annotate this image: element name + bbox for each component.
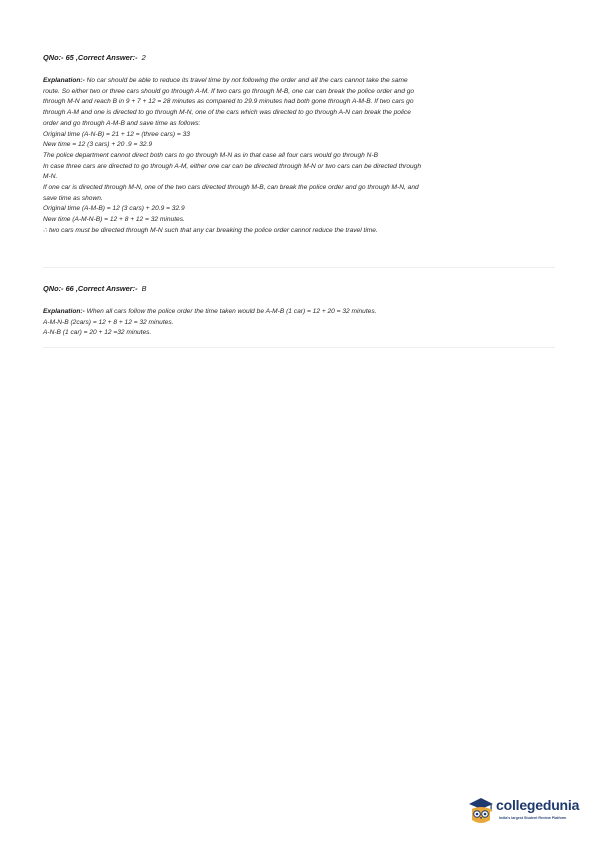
section-divider — [43, 347, 555, 348]
explanation-line: order and go through A-M-B and save time as follows: — [43, 119, 201, 127]
explanation-line: A-M-N-B (2cars) = 12 + 8 + 12 = 32 minutes. — [43, 318, 174, 326]
explanation-line: If one car is directed through M-N, one of the two cars directed through M-B, can break the police order and go through M-N, and — [43, 184, 419, 192]
explanation-line: ∴ two cars must be directed through M-N such that any car breaking the police order cannot reduce the travel time. — [43, 226, 378, 234]
explanation — [43, 307, 558, 339]
explanation-line: A-N-B (1 car) = 20 + 12 =32 minutes. — [43, 329, 152, 337]
section-divider — [43, 267, 555, 268]
question-66 — [43, 284, 558, 339]
explanation-line: Explanation:- When all cars follow the police order the time taken would be A-M-B (1 car) = 12 + 20 = 32 minutes. — [43, 308, 377, 315]
explanation-line: through A-M and one is directed to go through M-N, one of the cars which was directed to go through A-N can break the police — [43, 109, 411, 117]
question-label: QNo:- 65 ,Correct Answer:- — [43, 53, 138, 62]
explanation-line: New time (A-M-N-B) = 12 + 8 + 12 = 32 minutes. — [43, 216, 185, 224]
question-header — [43, 284, 558, 294]
explanation-line: M-N. — [43, 173, 58, 181]
question-label: QNo:- 66 ,Correct Answer:- — [43, 284, 138, 293]
explanation-line: In case three cars are directed to go through A-M, either one car can be directed through M-N or two cars can be directed through — [43, 162, 421, 170]
explanation-line: route. So either two or three cars should go through A-M. If two cars go through M-B, one car can break the police order and go — [43, 87, 415, 95]
explanation-line: New time = 12 (3 cars) + 20 .9 = 32.9 — [43, 141, 153, 149]
explanation-line: through M-N and reach B in 9 + 7 + 12 = 28 minutes as compared to 29.9 minutes had both gone through A-M-B. If two cars go — [43, 98, 414, 106]
explanation-label: Explanation:- — [43, 77, 85, 84]
explanation-line: Original time (A-M-B) = 12 (3 cars) + 20.9 = 32.9 — [43, 205, 185, 213]
question-header — [43, 53, 558, 63]
correct-answer: 2 — [141, 53, 146, 62]
explanation-line: Explanation:- No car should be able to reduce its travel time by not following the order and all the cars cannot take the same — [43, 77, 408, 84]
collegedunia-logo — [466, 795, 581, 827]
explanation-label: Explanation:- — [43, 308, 85, 315]
explanation-line: save time as shown. — [43, 194, 103, 202]
graduate-owl-icon — [466, 795, 496, 827]
correct-answer: B — [141, 284, 147, 293]
explanation — [43, 76, 558, 237]
explanation-line: Original time (A-N-B) = 21 + 12 = (three cars) = 33 — [43, 130, 190, 138]
brand-tagline: India's largest Student Review Platform — [499, 816, 567, 820]
brand-name: collegedunia — [496, 797, 580, 813]
explanation-line: The police department cannot direct both cars to go through M-N as in that case all four cars would go through N-B — [43, 151, 378, 159]
question-65 — [43, 53, 558, 237]
